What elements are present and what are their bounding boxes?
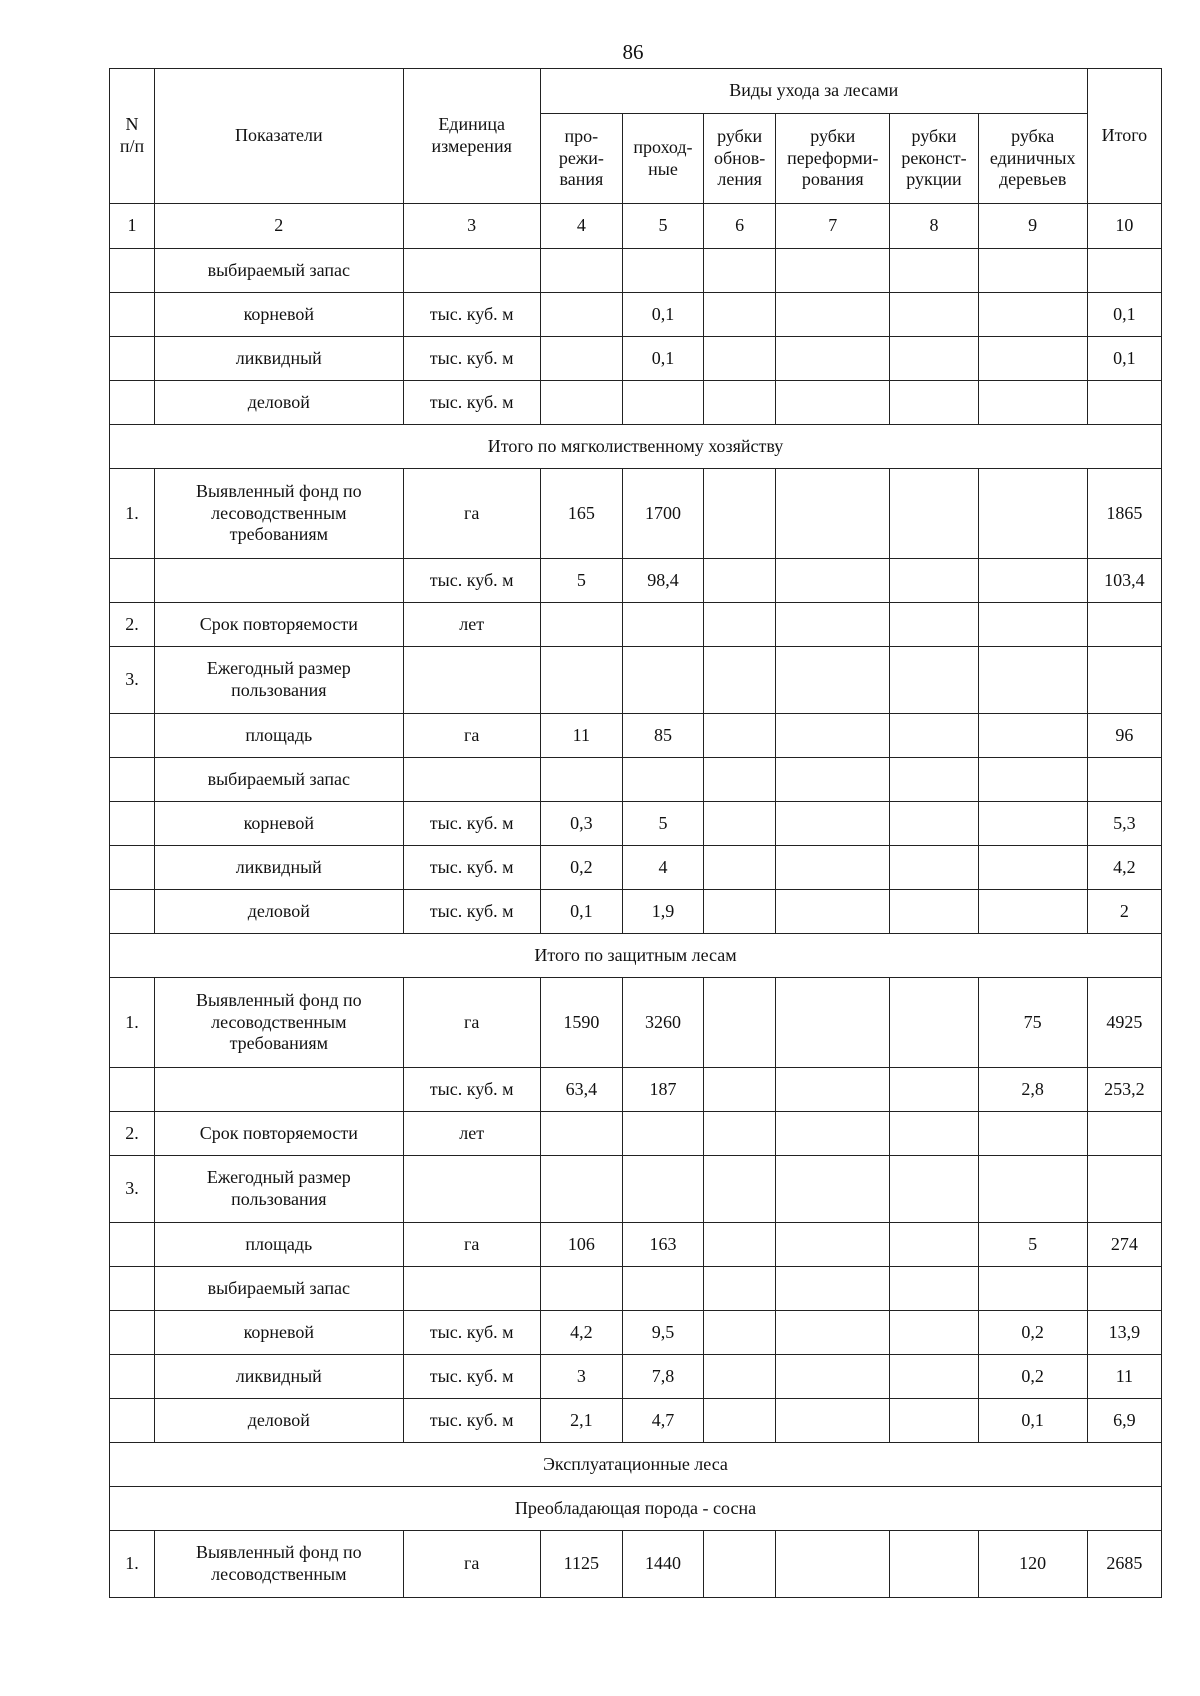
cell-passage bbox=[622, 249, 703, 293]
cell-passage: 0,1 bbox=[622, 293, 703, 337]
cell-thinning bbox=[540, 293, 622, 337]
section-title: Преобладающая порода - сосна bbox=[110, 1487, 1162, 1531]
cell-single-trees bbox=[978, 802, 1087, 846]
cell-thinning: 0,1 bbox=[540, 890, 622, 934]
header-col-unit: Единица измерения bbox=[403, 69, 540, 204]
cell-thinning: 1590 bbox=[540, 978, 622, 1068]
cell-passage bbox=[622, 1267, 703, 1311]
cell-unit: тыс. куб. м bbox=[403, 1068, 540, 1112]
cell-unit bbox=[403, 758, 540, 802]
cell-renewal bbox=[704, 1267, 776, 1311]
cell-n: 3. bbox=[110, 1156, 155, 1223]
cell-reformation bbox=[776, 1355, 890, 1399]
column-number: 4 bbox=[540, 204, 622, 249]
cell-single-trees: 0,1 bbox=[978, 1399, 1087, 1443]
cell-renewal bbox=[704, 1355, 776, 1399]
cell-n bbox=[110, 890, 155, 934]
cell-renewal bbox=[704, 647, 776, 714]
cell-thinning: 106 bbox=[540, 1223, 622, 1267]
header-sub-renewal: рубки обнов- ления bbox=[704, 114, 776, 204]
cell-reformation bbox=[776, 293, 890, 337]
header-row bbox=[110, 69, 1162, 114]
cell-thinning: 0,3 bbox=[540, 802, 622, 846]
cell-renewal bbox=[704, 1156, 776, 1223]
cell-indicator: Срок повторяемости bbox=[155, 1112, 403, 1156]
cell-indicator bbox=[155, 1068, 403, 1112]
cell-passage bbox=[622, 603, 703, 647]
cell-total: 253,2 bbox=[1087, 1068, 1161, 1112]
cell-n bbox=[110, 381, 155, 425]
column-number-row bbox=[110, 204, 1162, 249]
cell-total: 1865 bbox=[1087, 469, 1161, 559]
header-col-total: Итого bbox=[1087, 69, 1161, 204]
cell-reformation bbox=[776, 890, 890, 934]
header-col-indicator: Показатели bbox=[155, 69, 403, 204]
table-row bbox=[110, 249, 1162, 293]
cell-unit: тыс. куб. м bbox=[403, 559, 540, 603]
cell-n: 2. bbox=[110, 603, 155, 647]
cell-single-trees bbox=[978, 714, 1087, 758]
page-number: 86 bbox=[622, 40, 644, 64]
cell-thinning bbox=[540, 1267, 622, 1311]
cell-n bbox=[110, 846, 155, 890]
cell-passage bbox=[622, 1156, 703, 1223]
cell-reformation bbox=[776, 1156, 890, 1223]
cell-indicator: корневой bbox=[155, 1311, 403, 1355]
cell-indicator: деловой bbox=[155, 890, 403, 934]
cell-renewal bbox=[704, 978, 776, 1068]
cell-unit: тыс. куб. м bbox=[403, 1355, 540, 1399]
cell-unit bbox=[403, 1267, 540, 1311]
cell-unit bbox=[403, 1156, 540, 1223]
cell-indicator: ликвидный bbox=[155, 1355, 403, 1399]
cell-thinning: 11 bbox=[540, 714, 622, 758]
cell-indicator: Ежегодный размер пользования bbox=[155, 647, 403, 714]
table-row bbox=[110, 978, 1162, 1068]
cell-indicator: площадь bbox=[155, 714, 403, 758]
cell-renewal bbox=[704, 1112, 776, 1156]
cell-reformation bbox=[776, 1311, 890, 1355]
cell-total bbox=[1087, 1112, 1161, 1156]
cell-reconstruction bbox=[890, 1355, 978, 1399]
section-header-row bbox=[110, 1487, 1162, 1531]
cell-n: 2. bbox=[110, 1112, 155, 1156]
cell-thinning bbox=[540, 1156, 622, 1223]
cell-thinning: 3 bbox=[540, 1355, 622, 1399]
cell-passage: 5 bbox=[622, 802, 703, 846]
column-number: 3 bbox=[403, 204, 540, 249]
table-row bbox=[110, 714, 1162, 758]
cell-reconstruction bbox=[890, 978, 978, 1068]
cell-renewal bbox=[704, 846, 776, 890]
section-header-row bbox=[110, 934, 1162, 978]
table-row bbox=[110, 1068, 1162, 1112]
cell-passage bbox=[622, 1112, 703, 1156]
cell-passage: 1,9 bbox=[622, 890, 703, 934]
cell-passage: 7,8 bbox=[622, 1355, 703, 1399]
cell-single-trees: 5 bbox=[978, 1223, 1087, 1267]
cell-single-trees bbox=[978, 1267, 1087, 1311]
cell-unit: тыс. куб. м bbox=[403, 381, 540, 425]
forest-care-table bbox=[109, 68, 1162, 1598]
cell-single-trees bbox=[978, 1156, 1087, 1223]
cell-reconstruction bbox=[890, 249, 978, 293]
cell-unit: тыс. куб. м bbox=[403, 337, 540, 381]
cell-renewal bbox=[704, 1399, 776, 1443]
table-row bbox=[110, 1223, 1162, 1267]
cell-reformation bbox=[776, 469, 890, 559]
cell-unit: га bbox=[403, 1531, 540, 1598]
table-row bbox=[110, 1531, 1162, 1598]
cell-total bbox=[1087, 758, 1161, 802]
cell-single-trees bbox=[978, 293, 1087, 337]
table-row bbox=[110, 890, 1162, 934]
cell-reconstruction bbox=[890, 381, 978, 425]
header-sub-reformation: рубки переформи- рования bbox=[776, 114, 890, 204]
header-sub-thinning: про- режи- вания bbox=[540, 114, 622, 204]
cell-renewal bbox=[704, 381, 776, 425]
cell-n bbox=[110, 1311, 155, 1355]
cell-indicator: Выявленный фонд по лесоводственным требованиям bbox=[155, 978, 403, 1068]
cell-indicator: выбираемый запас bbox=[155, 1267, 403, 1311]
section-title: Эксплуатационные леса bbox=[110, 1443, 1162, 1487]
cell-thinning bbox=[540, 647, 622, 714]
cell-reformation bbox=[776, 714, 890, 758]
cell-renewal bbox=[704, 559, 776, 603]
cell-unit: га bbox=[403, 714, 540, 758]
header-group: Виды ухода за лесами bbox=[540, 69, 1087, 114]
cell-thinning bbox=[540, 603, 622, 647]
cell-passage: 98,4 bbox=[622, 559, 703, 603]
cell-reconstruction bbox=[890, 469, 978, 559]
cell-reconstruction bbox=[890, 846, 978, 890]
cell-renewal bbox=[704, 469, 776, 559]
cell-renewal bbox=[704, 293, 776, 337]
cell-n bbox=[110, 1267, 155, 1311]
cell-total bbox=[1087, 1267, 1161, 1311]
cell-reformation bbox=[776, 846, 890, 890]
cell-reformation bbox=[776, 1399, 890, 1443]
cell-single-trees bbox=[978, 647, 1087, 714]
cell-unit: тыс. куб. м bbox=[403, 846, 540, 890]
cell-renewal bbox=[704, 337, 776, 381]
cell-renewal bbox=[704, 603, 776, 647]
cell-total bbox=[1087, 1156, 1161, 1223]
cell-renewal bbox=[704, 890, 776, 934]
cell-reconstruction bbox=[890, 603, 978, 647]
cell-single-trees bbox=[978, 890, 1087, 934]
cell-thinning: 1125 bbox=[540, 1531, 622, 1598]
cell-n bbox=[110, 1355, 155, 1399]
cell-single-trees bbox=[978, 337, 1087, 381]
cell-renewal bbox=[704, 758, 776, 802]
cell-thinning bbox=[540, 1112, 622, 1156]
cell-total bbox=[1087, 647, 1161, 714]
cell-reformation bbox=[776, 802, 890, 846]
cell-reformation bbox=[776, 647, 890, 714]
cell-reformation bbox=[776, 978, 890, 1068]
cell-single-trees: 75 bbox=[978, 978, 1087, 1068]
cell-indicator: корневой bbox=[155, 293, 403, 337]
table-row bbox=[110, 337, 1162, 381]
cell-reformation bbox=[776, 337, 890, 381]
cell-thinning: 2,1 bbox=[540, 1399, 622, 1443]
cell-single-trees: 120 bbox=[978, 1531, 1087, 1598]
cell-thinning bbox=[540, 249, 622, 293]
cell-single-trees bbox=[978, 249, 1087, 293]
table-row bbox=[110, 559, 1162, 603]
cell-n: 1. bbox=[110, 1531, 155, 1598]
cell-thinning: 0,2 bbox=[540, 846, 622, 890]
cell-reconstruction bbox=[890, 293, 978, 337]
cell-total: 5,3 bbox=[1087, 802, 1161, 846]
cell-passage: 4 bbox=[622, 846, 703, 890]
cell-unit: тыс. куб. м bbox=[403, 802, 540, 846]
column-number: 1 bbox=[110, 204, 155, 249]
cell-passage bbox=[622, 647, 703, 714]
cell-indicator: Ежегодный размер пользования bbox=[155, 1156, 403, 1223]
cell-reformation bbox=[776, 381, 890, 425]
column-number: 8 bbox=[890, 204, 978, 249]
cell-reconstruction bbox=[890, 1068, 978, 1112]
cell-unit bbox=[403, 647, 540, 714]
cell-reconstruction bbox=[890, 1311, 978, 1355]
cell-single-trees bbox=[978, 1112, 1087, 1156]
cell-passage: 0,1 bbox=[622, 337, 703, 381]
cell-passage bbox=[622, 758, 703, 802]
cell-indicator: ликвидный bbox=[155, 846, 403, 890]
cell-reconstruction bbox=[890, 1531, 978, 1598]
header-sub-reconstruction: рубки реконст- рукции bbox=[890, 114, 978, 204]
table-row bbox=[110, 1311, 1162, 1355]
cell-n bbox=[110, 802, 155, 846]
cell-indicator: деловой bbox=[155, 381, 403, 425]
cell-single-trees bbox=[978, 846, 1087, 890]
cell-total: 2 bbox=[1087, 890, 1161, 934]
cell-total bbox=[1087, 249, 1161, 293]
cell-thinning: 4,2 bbox=[540, 1311, 622, 1355]
cell-passage: 9,5 bbox=[622, 1311, 703, 1355]
table-row bbox=[110, 758, 1162, 802]
cell-n: 1. bbox=[110, 469, 155, 559]
cell-unit bbox=[403, 249, 540, 293]
cell-passage: 1440 bbox=[622, 1531, 703, 1598]
section-title: Итого по защитным лесам bbox=[110, 934, 1162, 978]
cell-reconstruction bbox=[890, 890, 978, 934]
cell-passage: 85 bbox=[622, 714, 703, 758]
cell-single-trees bbox=[978, 758, 1087, 802]
cell-reconstruction bbox=[890, 1399, 978, 1443]
cell-reconstruction bbox=[890, 714, 978, 758]
cell-single-trees: 0,2 bbox=[978, 1311, 1087, 1355]
column-number: 2 bbox=[155, 204, 403, 249]
cell-total: 6,9 bbox=[1087, 1399, 1161, 1443]
section-header-row bbox=[110, 425, 1162, 469]
cell-reformation bbox=[776, 1267, 890, 1311]
cell-unit: тыс. куб. м bbox=[403, 1399, 540, 1443]
cell-reconstruction bbox=[890, 1156, 978, 1223]
cell-reformation bbox=[776, 603, 890, 647]
cell-thinning bbox=[540, 381, 622, 425]
cell-unit: лет bbox=[403, 1112, 540, 1156]
header-col-n: N п/п bbox=[110, 69, 155, 204]
cell-n bbox=[110, 1399, 155, 1443]
cell-indicator: выбираемый запас bbox=[155, 758, 403, 802]
table-row bbox=[110, 603, 1162, 647]
cell-total: 13,9 bbox=[1087, 1311, 1161, 1355]
cell-indicator: выбираемый запас bbox=[155, 249, 403, 293]
cell-indicator: Выявленный фонд по лесоводственным требованиям bbox=[155, 469, 403, 559]
cell-total: 274 bbox=[1087, 1223, 1161, 1267]
cell-thinning: 165 bbox=[540, 469, 622, 559]
table-row bbox=[110, 802, 1162, 846]
cell-total: 103,4 bbox=[1087, 559, 1161, 603]
cell-n bbox=[110, 249, 155, 293]
cell-n bbox=[110, 293, 155, 337]
cell-thinning bbox=[540, 758, 622, 802]
cell-reconstruction bbox=[890, 559, 978, 603]
cell-unit: лет bbox=[403, 603, 540, 647]
cell-thinning: 5 bbox=[540, 559, 622, 603]
cell-reformation bbox=[776, 559, 890, 603]
cell-passage: 163 bbox=[622, 1223, 703, 1267]
cell-passage: 1700 bbox=[622, 469, 703, 559]
cell-unit: тыс. куб. м bbox=[403, 890, 540, 934]
table-row bbox=[110, 293, 1162, 337]
table-row bbox=[110, 1156, 1162, 1223]
cell-indicator: площадь bbox=[155, 1223, 403, 1267]
section-header-row bbox=[110, 1443, 1162, 1487]
cell-indicator: корневой bbox=[155, 802, 403, 846]
cell-renewal bbox=[704, 802, 776, 846]
cell-reformation bbox=[776, 1068, 890, 1112]
cell-unit: га bbox=[403, 1223, 540, 1267]
cell-total: 4,2 bbox=[1087, 846, 1161, 890]
header-sub-passage: проход- ные bbox=[622, 114, 703, 204]
cell-unit: тыс. куб. м bbox=[403, 1311, 540, 1355]
cell-unit: га bbox=[403, 978, 540, 1068]
cell-passage: 187 bbox=[622, 1068, 703, 1112]
cell-n bbox=[110, 714, 155, 758]
cell-total: 96 bbox=[1087, 714, 1161, 758]
table-body bbox=[110, 69, 1162, 1598]
cell-passage: 4,7 bbox=[622, 1399, 703, 1443]
cell-single-trees bbox=[978, 603, 1087, 647]
cell-reconstruction bbox=[890, 647, 978, 714]
table-row bbox=[110, 1112, 1162, 1156]
cell-total: 2685 bbox=[1087, 1531, 1161, 1598]
column-number: 6 bbox=[704, 204, 776, 249]
cell-renewal bbox=[704, 1068, 776, 1112]
table-row bbox=[110, 647, 1162, 714]
table-row bbox=[110, 1267, 1162, 1311]
column-number: 5 bbox=[622, 204, 703, 249]
table-row bbox=[110, 1355, 1162, 1399]
cell-reconstruction bbox=[890, 758, 978, 802]
cell-reconstruction bbox=[890, 337, 978, 381]
cell-unit: тыс. куб. м bbox=[403, 293, 540, 337]
cell-reformation bbox=[776, 1112, 890, 1156]
cell-single-trees: 2,8 bbox=[978, 1068, 1087, 1112]
cell-total bbox=[1087, 381, 1161, 425]
cell-renewal bbox=[704, 1223, 776, 1267]
cell-reconstruction bbox=[890, 1112, 978, 1156]
table-row bbox=[110, 381, 1162, 425]
cell-reconstruction bbox=[890, 1223, 978, 1267]
cell-indicator: деловой bbox=[155, 1399, 403, 1443]
cell-single-trees: 0,2 bbox=[978, 1355, 1087, 1399]
cell-n bbox=[110, 559, 155, 603]
cell-indicator: Срок повторяемости bbox=[155, 603, 403, 647]
cell-unit: га bbox=[403, 469, 540, 559]
cell-renewal bbox=[704, 714, 776, 758]
cell-total: 0,1 bbox=[1087, 337, 1161, 381]
table-row bbox=[110, 1399, 1162, 1443]
cell-renewal bbox=[704, 1311, 776, 1355]
cell-reconstruction bbox=[890, 802, 978, 846]
cell-reformation bbox=[776, 758, 890, 802]
cell-n bbox=[110, 1068, 155, 1112]
cell-n bbox=[110, 337, 155, 381]
cell-indicator bbox=[155, 559, 403, 603]
cell-n bbox=[110, 1223, 155, 1267]
cell-reformation bbox=[776, 249, 890, 293]
cell-reformation bbox=[776, 1531, 890, 1598]
cell-n: 3. bbox=[110, 647, 155, 714]
cell-renewal bbox=[704, 249, 776, 293]
cell-renewal bbox=[704, 1531, 776, 1598]
cell-indicator: Выявленный фонд по лесоводственным bbox=[155, 1531, 403, 1598]
cell-reconstruction bbox=[890, 1267, 978, 1311]
cell-total: 4925 bbox=[1087, 978, 1161, 1068]
column-number: 9 bbox=[978, 204, 1087, 249]
cell-single-trees bbox=[978, 559, 1087, 603]
header-sub-single-trees: рубка единичных деревьев bbox=[978, 114, 1087, 204]
cell-total: 11 bbox=[1087, 1355, 1161, 1399]
cell-total bbox=[1087, 603, 1161, 647]
cell-thinning: 63,4 bbox=[540, 1068, 622, 1112]
cell-passage: 3260 bbox=[622, 978, 703, 1068]
table-row bbox=[110, 846, 1162, 890]
table-row bbox=[110, 469, 1162, 559]
column-number: 10 bbox=[1087, 204, 1161, 249]
cell-passage bbox=[622, 381, 703, 425]
cell-thinning bbox=[540, 337, 622, 381]
cell-single-trees bbox=[978, 381, 1087, 425]
cell-single-trees bbox=[978, 469, 1087, 559]
section-title: Итого по мягколиственному хозяйству bbox=[110, 425, 1162, 469]
column-number: 7 bbox=[776, 204, 890, 249]
cell-n: 1. bbox=[110, 978, 155, 1068]
cell-reformation bbox=[776, 1223, 890, 1267]
cell-total: 0,1 bbox=[1087, 293, 1161, 337]
cell-indicator: ликвидный bbox=[155, 337, 403, 381]
cell-n bbox=[110, 758, 155, 802]
